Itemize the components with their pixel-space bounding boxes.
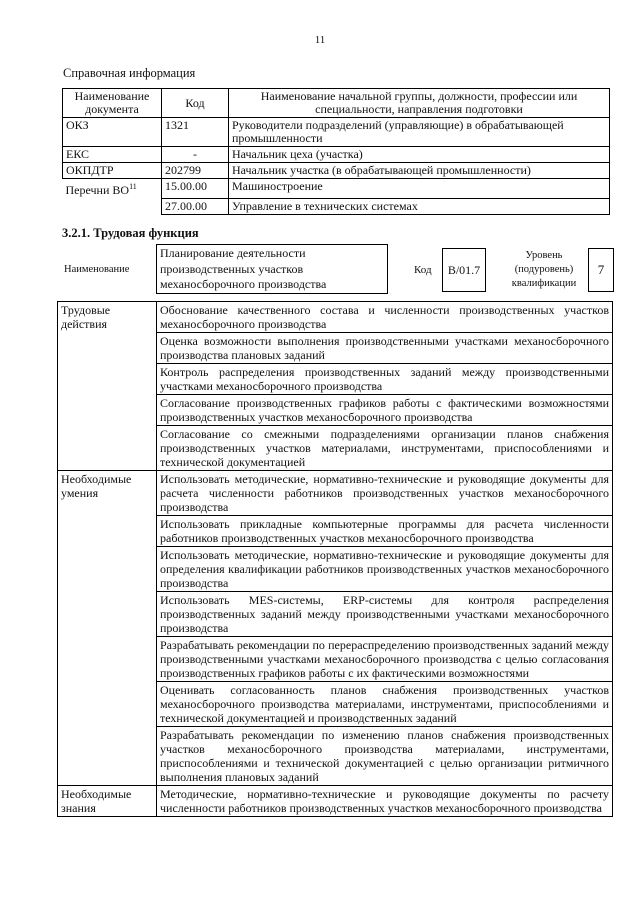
footnote-marker: 11 bbox=[129, 182, 137, 191]
function-header bbox=[62, 244, 614, 296]
function-name-box: Планирование деятельности производственных участков механосборочного производства bbox=[156, 244, 388, 294]
page-number: 11 bbox=[314, 34, 326, 46]
name-label: Наименование bbox=[64, 264, 130, 275]
ref-header-code: Код bbox=[162, 89, 229, 118]
list-item: Использовать прикладные компьютерные программы для расчета численности работников производственных участков механосборочного производства bbox=[157, 516, 613, 547]
level-label: Уровень (подуровень) квалификации bbox=[511, 250, 577, 289]
list-item: Разрабатывать рекомендации по изменению планов снабжения производственных участков механосборочного производства материалами, инструментами, приспособлениями и технической документацией с целью организации ритмичного выполнения плановых заданий bbox=[157, 727, 613, 786]
list-item: Обоснование качественного состава и численности производственных участков механосборочного производства bbox=[157, 302, 613, 333]
list-item: Использовать MES-системы, ERP-системы для контроля распределения производственных заданий между производственными участками механосборочного производства bbox=[157, 592, 613, 637]
ref-doc-text: Перечни ВО bbox=[65, 183, 130, 197]
list-item: Разрабатывать рекомендации по перераспределению производственных заданий между производственными участками механосборочного производства с целью согласования производственных графиков работы с их фактическими возможностями bbox=[157, 637, 613, 682]
ref-code: 27.00.00 bbox=[162, 198, 229, 214]
table-row bbox=[58, 471, 613, 516]
function-table bbox=[57, 301, 613, 817]
list-item: Оценка возможности выполнения производственными участками механосборочного производства плановых заданий bbox=[157, 333, 613, 364]
ref-code: - bbox=[162, 147, 229, 163]
ref-name: Управление в технических системах bbox=[229, 198, 610, 214]
list-item: Оценивать согласованность планов снабжения производственных участков механосборочного производства материалами, инструментами, приспособлениями и технической документацией и производственных заданий bbox=[157, 682, 613, 727]
list-item: Согласование со смежными подразделениями организации планов снабжения производственных участков материалами, инструментами, приспособлениями и технической документацией bbox=[157, 426, 613, 471]
level-value-box: 7 bbox=[588, 248, 614, 292]
list-item: Методические, нормативно-технические и руководящие документы по расчету численности работников производственных участков механосборочного производства bbox=[157, 786, 613, 817]
list-item: Согласование производственных графиков работы с фактическими возможностями производственных участков механосборочного производства bbox=[157, 395, 613, 426]
function-code-box: B/01.7 bbox=[442, 248, 486, 292]
table-row bbox=[63, 163, 610, 179]
list-item: Контроль распределения производственных заданий между производственными участками механосборочного производства bbox=[157, 364, 613, 395]
list-item: Использовать методические, нормативно-технические и руководящие документы для расчета численности работников производственных участков механосборочного производства bbox=[157, 471, 613, 516]
ref-code: 15.00.00 bbox=[162, 179, 229, 199]
reference-table bbox=[62, 88, 610, 215]
ref-code: 202799 bbox=[162, 163, 229, 179]
table-row bbox=[63, 198, 610, 214]
list-item: Использовать методические, нормативно-технические и руководящие документы для определения квалификации работников производственных участков механосборочного производства bbox=[157, 547, 613, 592]
ref-name: Начальник участка (в обрабатывающей промышленности) bbox=[229, 163, 610, 179]
ref-doc: ЕКС bbox=[63, 147, 162, 163]
category-label: Необходимые умения bbox=[58, 471, 157, 786]
ref-doc: ОКЗ bbox=[63, 118, 162, 147]
table-row bbox=[63, 179, 610, 199]
table-row bbox=[63, 118, 610, 147]
category-label: Необходимые знания bbox=[58, 786, 157, 817]
section-title: 3.2.1. Трудовая функция bbox=[62, 226, 199, 240]
ref-name: Руководители подразделений (управляющие) в обрабатывающей промышленности bbox=[229, 118, 610, 147]
ref-doc bbox=[63, 198, 162, 214]
table-row bbox=[58, 786, 613, 817]
ref-name: Машиностроение bbox=[229, 179, 610, 199]
ref-header-doc: Наименование документа bbox=[63, 89, 162, 118]
category-label: Трудовые действия bbox=[58, 302, 157, 471]
code-label: Код bbox=[414, 264, 432, 276]
table-row bbox=[58, 302, 613, 333]
ref-doc bbox=[63, 179, 162, 199]
reference-title: Справочная информация bbox=[63, 66, 196, 80]
ref-doc: ОКПДТР bbox=[63, 163, 162, 179]
table-row bbox=[63, 147, 610, 163]
ref-header-name: Наименование начальной группы, должности, профессии или специальности, направления подготовки bbox=[229, 89, 610, 118]
ref-name: Начальник цеха (участка) bbox=[229, 147, 610, 163]
reference-header-row bbox=[63, 89, 610, 118]
ref-code: 1321 bbox=[162, 118, 229, 147]
